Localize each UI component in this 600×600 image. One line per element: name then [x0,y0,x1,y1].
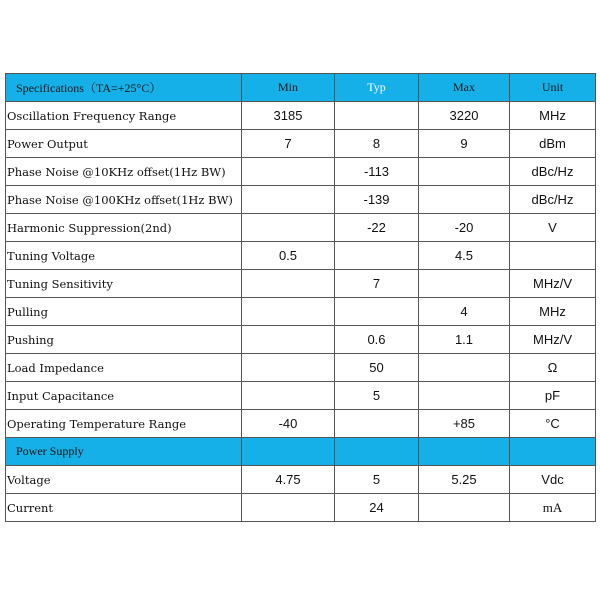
table-row [6,410,596,438]
min-cell: 3185 [242,102,335,130]
typ-cell [335,298,419,326]
param-cell: Pulling [6,298,242,326]
max-cell: +85 [419,410,510,438]
param-cell: Harmonic Suppression(2nd) [6,214,242,242]
unit-cell: MHz [510,298,596,326]
max-cell: 3220 [419,102,510,130]
unit-cell: MHz [510,102,596,130]
typ-cell: -139 [335,186,419,214]
min-cell [242,270,335,298]
max-cell [419,270,510,298]
param-cell: Current [6,494,242,522]
max-cell: 9 [419,130,510,158]
table-row [6,298,596,326]
param-cell: Tuning Sensitivity [6,270,242,298]
max-cell: 4.5 [419,242,510,270]
table-row [6,326,596,354]
typ-cell: 5 [335,382,419,410]
header-unit: Unit [510,74,596,102]
max-cell [419,382,510,410]
max-cell [419,186,510,214]
typ-cell: -22 [335,214,419,242]
typ-cell: 7 [335,270,419,298]
min-cell [242,214,335,242]
unit-cell: dBc/Hz [510,186,596,214]
min-cell [242,354,335,382]
param-cell: Voltage [6,466,242,494]
min-cell [242,382,335,410]
section-row-power-supply [6,438,596,466]
section-label: Power Supply [6,438,242,466]
section-empty-cell [510,438,596,466]
param-cell: Pushing [6,326,242,354]
table-row [6,242,596,270]
min-cell: 4.75 [242,466,335,494]
min-cell: 0.5 [242,242,335,270]
unit-cell: pF [510,382,596,410]
param-cell: Power Output [6,130,242,158]
table-row [6,186,596,214]
typ-cell: -113 [335,158,419,186]
section-empty-cell [335,438,419,466]
section-empty-cell [242,438,335,466]
min-cell [242,158,335,186]
table-row [6,130,596,158]
typ-cell: 0.6 [335,326,419,354]
max-cell [419,494,510,522]
max-cell: -20 [419,214,510,242]
min-cell [242,326,335,354]
table-header-row [6,74,596,102]
min-cell: 7 [242,130,335,158]
typ-cell [335,102,419,130]
header-specifications: Specifications（TA=+25°C） [6,74,242,102]
unit-cell: MHz/V [510,270,596,298]
header-min: Min [242,74,335,102]
max-cell [419,158,510,186]
param-cell: Input Capacitance [6,382,242,410]
min-cell [242,494,335,522]
typ-cell: 5 [335,466,419,494]
unit-cell: V [510,214,596,242]
min-cell [242,186,335,214]
table-row [6,214,596,242]
unit-cell: dBm [510,130,596,158]
param-cell: Phase Noise @10KHz offset(1Hz BW) [6,158,242,186]
unit-cell [510,242,596,270]
max-cell: 1.1 [419,326,510,354]
header-max: Max [419,74,510,102]
max-cell: 5.25 [419,466,510,494]
param-cell: Phase Noise @100KHz offset(1Hz BW) [6,186,242,214]
min-cell: -40 [242,410,335,438]
table-row [6,382,596,410]
param-cell: Operating Temperature Range [6,410,242,438]
param-cell: Oscillation Frequency Range [6,102,242,130]
unit-cell: Ω [510,354,596,382]
typ-cell [335,242,419,270]
typ-cell: 50 [335,354,419,382]
param-cell: Load Impedance [6,354,242,382]
table-row [6,494,596,522]
table-row [6,158,596,186]
unit-cell: dBc/Hz [510,158,596,186]
table-row [6,102,596,130]
header-typ: Typ [335,74,419,102]
table-row [6,466,596,494]
unit-cell: °C [510,410,596,438]
unit-cell: MHz/V [510,326,596,354]
unit-cell: mA [510,494,596,522]
typ-cell: 24 [335,494,419,522]
max-cell [419,354,510,382]
typ-cell: 8 [335,130,419,158]
param-cell: Tuning Voltage [6,242,242,270]
max-cell: 4 [419,298,510,326]
table-row [6,354,596,382]
min-cell [242,298,335,326]
unit-cell: Vdc [510,466,596,494]
section-empty-cell [419,438,510,466]
typ-cell [335,410,419,438]
table-row [6,270,596,298]
specifications-table [5,73,596,522]
